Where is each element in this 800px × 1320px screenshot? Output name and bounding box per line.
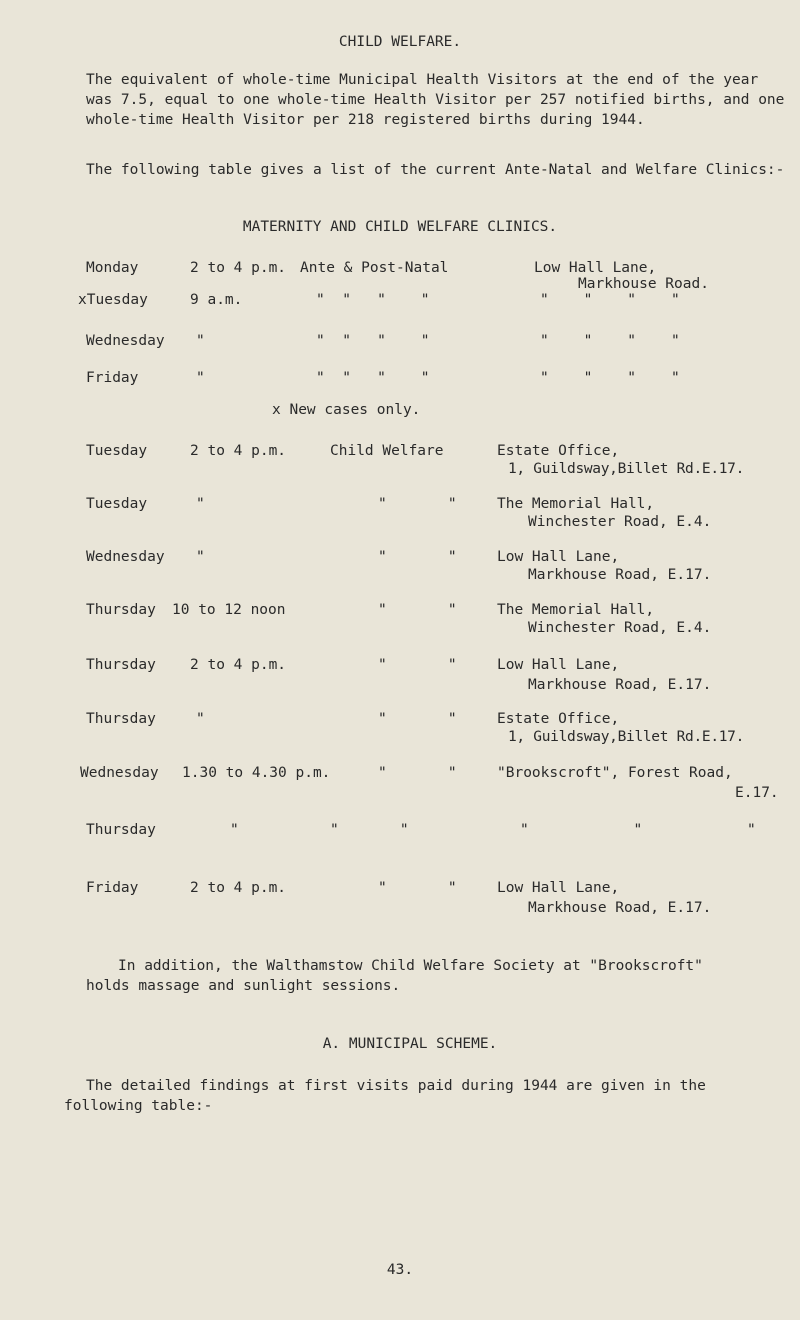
time-cell: 1.30 to 4.30 p.m. — [182, 765, 331, 781]
place-cell-line2: 1, Guildsway,Billet Rd.E.17. — [508, 461, 745, 477]
time-cell: 2 to 4 p.m. — [190, 880, 287, 896]
paragraph-text: The equivalent of whole-time Municipal Health Visitors at the end of the year was 7.5, equal to one whole-time Health Visitor per 257 notified births, and one whole-time Health Visitor per 218 registered births during 1944. — [86, 72, 785, 128]
table-row — [0, 763, 800, 803]
new-cases-note: x New cases only. — [272, 402, 421, 418]
table-row — [0, 441, 800, 481]
place-cell: The Memorial Hall, — [497, 602, 655, 618]
place-cell-line2: Markhouse Road, E.17. — [528, 677, 712, 693]
place-cell-line2: Markhouse Road, E.17. — [528, 900, 712, 916]
time-cell: " — [196, 370, 205, 386]
day-cell: Tuesday — [86, 496, 148, 512]
day-cell: Wednesday — [80, 765, 159, 781]
type-cell: Ante & Post-Natal — [300, 260, 449, 276]
type-cell: " " — [378, 602, 457, 618]
place-cell-line2: Markhouse Road, E.17. — [528, 567, 712, 583]
page-number: 43. — [386, 1262, 414, 1278]
place-cell-line2: Winchester Road, E.4. — [528, 514, 712, 530]
paragraph-clinics-intro — [86, 160, 786, 180]
type-cell: " " — [378, 549, 457, 565]
day-cell: Thursday — [86, 711, 156, 727]
table-row — [0, 547, 800, 587]
place-cell: Low Hall Lane, — [497, 657, 620, 673]
day-cell: Monday — [86, 260, 139, 276]
type-cell: " " " " — [316, 370, 430, 386]
type-cell: " " — [330, 822, 409, 838]
table-row — [0, 655, 800, 695]
time-cell: 10 to 12 noon — [172, 602, 286, 618]
day-cell: xTuesday — [78, 292, 148, 308]
place-cell: " " " " — [540, 292, 680, 308]
section-title: A. MUNICIPAL SCHEME. — [322, 1036, 498, 1052]
time-cell: 2 to 4 p.m. — [190, 443, 287, 459]
day-cell: Thursday — [86, 602, 156, 618]
place-cell: Low Hall Lane, — [497, 880, 620, 896]
type-cell: " " — [378, 711, 457, 727]
time-cell: " — [196, 711, 205, 727]
day-cell: Friday — [86, 880, 139, 896]
place-cell: " " " — [520, 822, 756, 838]
table-row — [0, 600, 800, 640]
type-cell: " " " " — [316, 292, 430, 308]
time-cell: 9 a.m. — [190, 292, 243, 308]
paragraph-brookscroft — [86, 956, 736, 996]
time-cell: " — [196, 496, 205, 512]
time-cell: " — [196, 549, 205, 565]
place-cell: " " " " — [540, 333, 680, 349]
place-cell: Low Hall Lane, — [534, 260, 657, 276]
type-cell: " " — [378, 880, 457, 896]
place-cell: "Brookscroft", Forest Road, — [497, 765, 733, 781]
place-cell-line2: E.17. — [735, 785, 779, 801]
place-cell: Estate Office, — [497, 711, 620, 727]
paragraph-text: In addition, the Walthamstow Child Welfare Society at "Brookscroft" holds massage and sunlight sessions. — [86, 958, 703, 994]
place-cell: " " " " — [540, 370, 680, 386]
table-row — [0, 290, 800, 330]
day-cell: Friday — [86, 370, 139, 386]
table-row — [0, 331, 800, 371]
type-cell: " " " " — [316, 333, 430, 349]
paragraph-findings — [64, 1076, 744, 1116]
time-cell: " — [230, 822, 239, 838]
table-row — [0, 878, 800, 918]
day-cell: Wednesday — [86, 333, 165, 349]
type-cell: Child Welfare — [330, 443, 444, 459]
place-cell: Estate Office, — [497, 443, 620, 459]
table-row — [0, 494, 800, 534]
paragraph-health-visitors — [86, 70, 786, 130]
day-cell: Wednesday — [86, 549, 165, 565]
time-cell: 2 to 4 p.m. — [190, 260, 287, 276]
place-cell: The Memorial Hall, — [497, 496, 655, 512]
paragraph-text: The following table gives a list of the current Ante-Natal and Welfare Clinics:- — [86, 162, 785, 178]
place-cell: Low Hall Lane, — [497, 549, 620, 565]
clinics-table-title: MATERNITY AND CHILD WELFARE CLINICS. — [242, 219, 558, 235]
day-cell: Thursday — [86, 657, 156, 673]
paragraph-text: The detailed findings at first visits paid during 1944 are given in the following table:- — [64, 1078, 706, 1114]
type-cell: " " — [378, 496, 457, 512]
time-cell: 2 to 4 p.m. — [190, 657, 287, 673]
table-row — [0, 709, 800, 749]
table-row — [0, 820, 800, 860]
type-cell: " " — [378, 765, 457, 781]
time-cell: " — [196, 333, 205, 349]
place-cell-line2: Winchester Road, E.4. — [528, 620, 712, 636]
place-cell-line2: Markhouse Road. — [578, 276, 709, 292]
page-heading: CHILD WELFARE. — [338, 34, 462, 50]
day-cell: Tuesday — [86, 443, 148, 459]
day-cell: Thursday — [86, 822, 156, 838]
type-cell: " " — [378, 657, 457, 673]
place-cell-line2: 1, Guildsway,Billet Rd.E.17. — [508, 729, 745, 745]
